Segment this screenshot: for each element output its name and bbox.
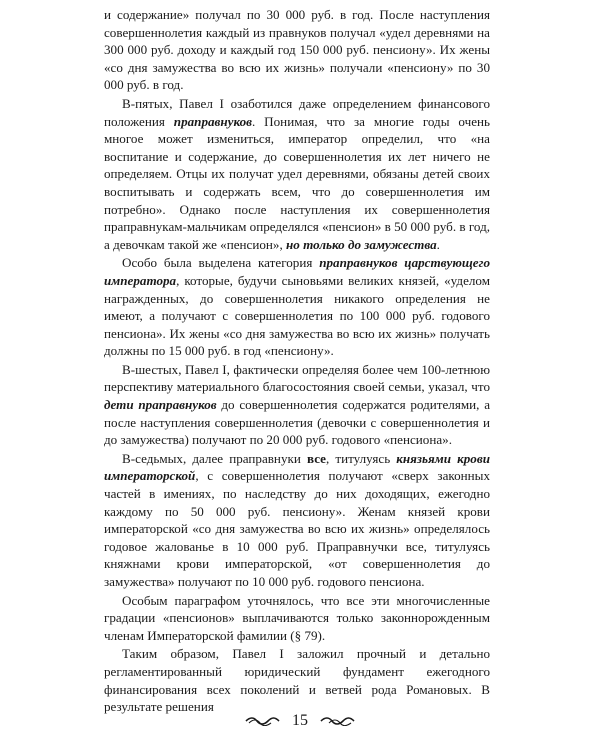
paragraph — [104, 450, 490, 591]
paragraph — [104, 6, 490, 94]
text-run: Особым параграфом уточнялось, что все эти многочисленные градации «пенсионов» выплачиваются только законнорожденным членам Императорской фамилии (§ 79). — [104, 592, 490, 643]
text-run: В-пятых, Павел I озаботился даже определением финансового положения — [104, 95, 490, 129]
paragraph — [104, 592, 490, 645]
text-run: Таким образом, Павел I заложил прочный и детально регламентированный юридический фундамент ежегодного финансирования всех поколений и ветвей рода Романовых. В результате решения — [104, 646, 490, 715]
emphasized-text: князьями крови императорской — [104, 450, 490, 484]
text-run: , с совершеннолетия получают «сверх законных частей в имениях, по наследству до них доходящих, ежегодно каждому по 50 000 руб. пенсиону». Женам князей крови императорской «со дня замужества во всю их жизнь» определялось годовое жалованье в 10 000 руб. Праправнучки все, титулуясь княжнами крови императорской, «от совершеннолетия до замужества» получают по 10 000 руб. годового пенсиона. — [104, 468, 490, 589]
text-run: , титулуясь — [325, 450, 397, 466]
paragraph — [104, 95, 490, 253]
paragraph — [104, 254, 490, 360]
emphasized-text: праправнуков — [173, 113, 252, 129]
text-run: . Понимая, что за многие годы очень многое может измениться, император определил, что «на воспитание и содержание, до совершеннолетия их лет ничего не определяем. Отцы их получат удел деревнями, обязаны детей своих воспитывать и содержать всем, что до совершеннолетия им потребно». Однако после наступления их совершеннолетия праправнукам-мальчикам определялся «пенсион» в 50 000 руб. в год, а девочкам такой же «пенсион», — [104, 113, 491, 252]
emphasized-text: но только до замужества — [286, 236, 437, 252]
text-run: до совершеннолетия содержатся родителями, а после наступления совершеннолетия (девочки с совершеннолетия и до замужества) получают по 20 000 руб. годового «пенсиона». — [104, 397, 491, 448]
right-ornament-icon — [317, 716, 355, 726]
text-run: и содержание» получал по 30 000 руб. в год. После наступления совершеннолетия каждый из правнуков получал «удел деревнями на 300 000 руб. доходу и каждый год 150 000 руб. пенсиону». Их жены «со дня замужества во всю их жизнь» получали «пенсиону» по 30 000 руб. в год. — [104, 7, 490, 93]
page-folio — [0, 712, 600, 730]
paragraph — [104, 645, 490, 715]
text-run: Особо была выделена категория — [122, 255, 320, 271]
left-ornament-icon — [245, 716, 283, 726]
text-run: В-шестых, Павел I, фактически определяя более чем 100-летнюю перспективу материального благосостояния своей семьи, указал, что — [104, 361, 490, 395]
body-text — [104, 6, 490, 717]
emphasized-text: праправнуков царствующего императора — [104, 255, 490, 288]
emphasized-text: дети праправнуков — [104, 397, 217, 413]
bold-text: все — [306, 450, 326, 466]
text-run: В-седьмых, далее праправнуки — [122, 450, 307, 466]
paragraph — [104, 361, 490, 449]
page-number: 15 — [292, 712, 308, 730]
text-run: . — [436, 236, 440, 252]
text-run: , которые, будучи сыновьями великих князей, «уделом награжденных, до совершеннолетия никакого определения не имеют, а получают с совершеннолетия по 100 000 руб. годового пенсиона». Их жены «со дня замужества во всю их жизнь» получать должны по 15 000 руб. в год «пенсиону». — [104, 272, 490, 359]
